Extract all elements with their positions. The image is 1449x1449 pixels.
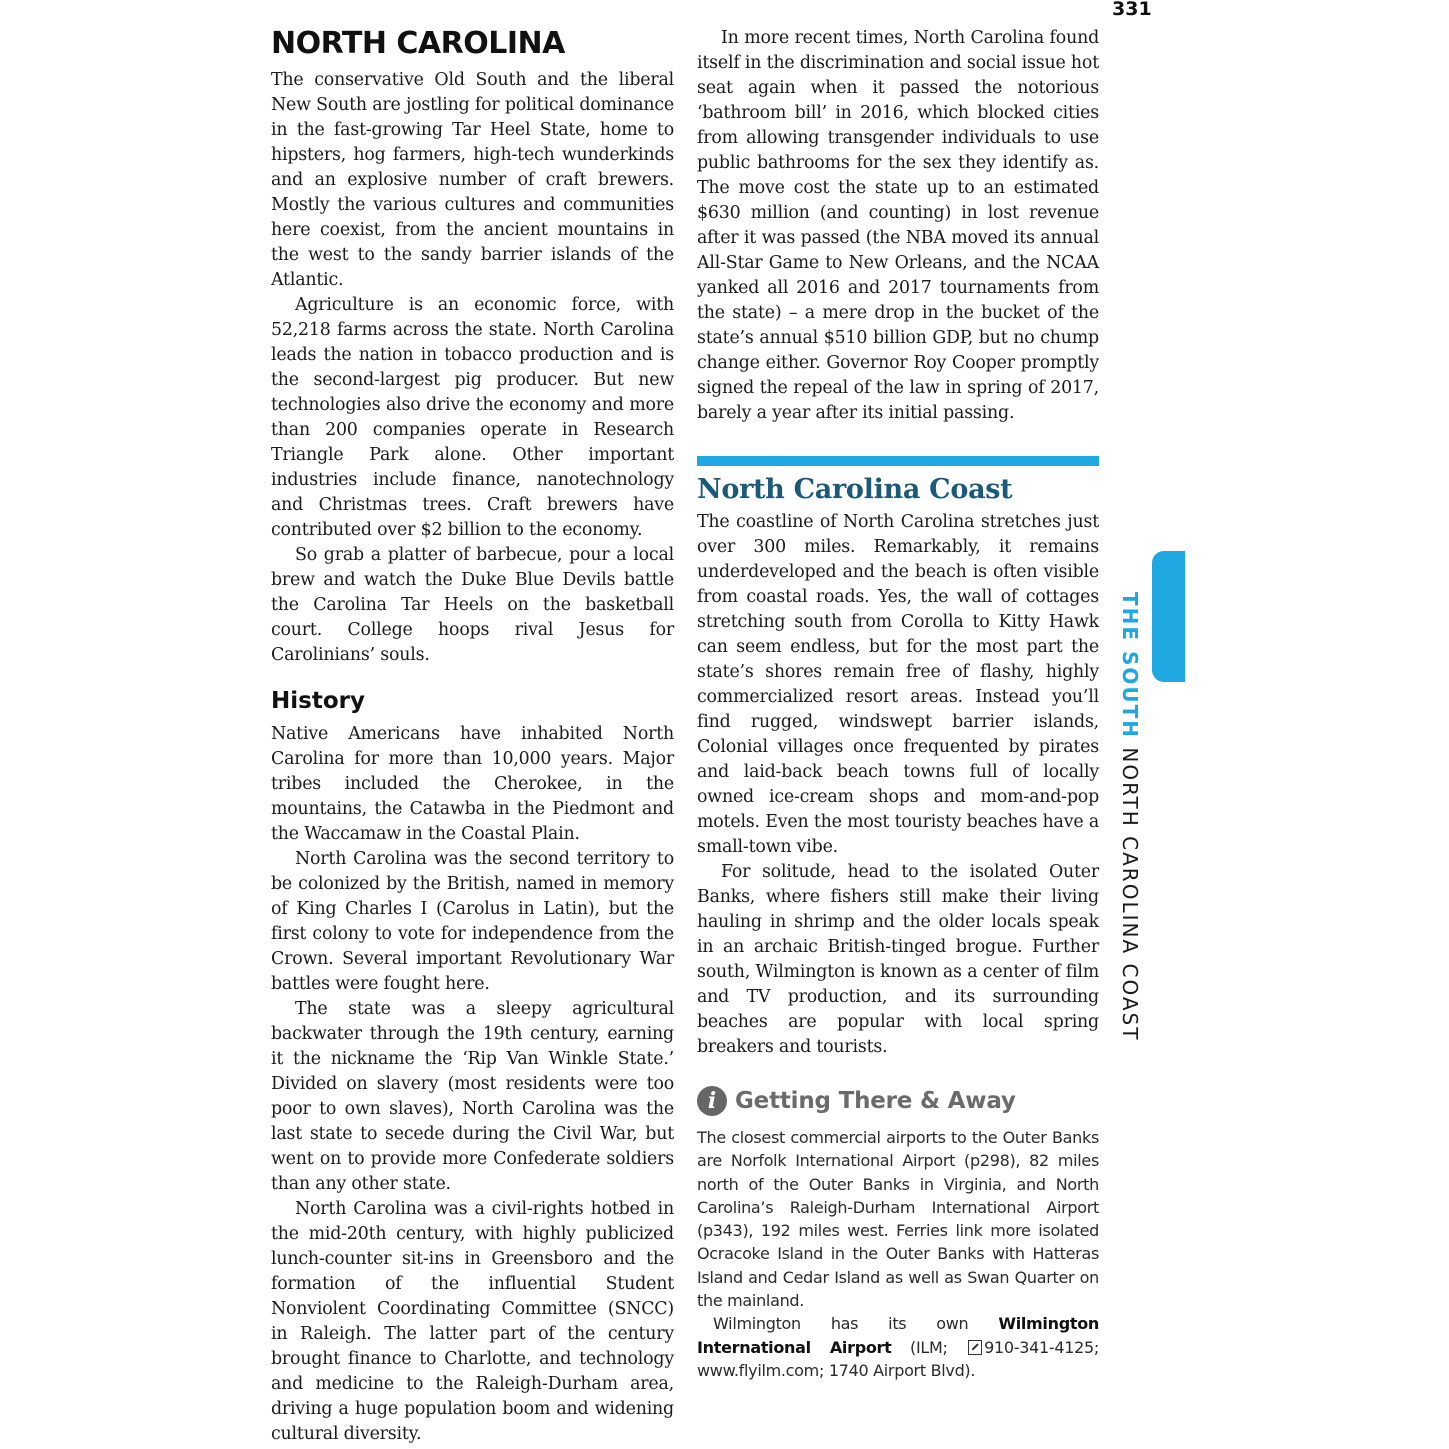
page-number: 331 (1112, 0, 1152, 20)
side-tab-marker (1152, 551, 1185, 682)
getting-there-paragraph (697, 1312, 1099, 1382)
airport-code-text: (ILM; (891, 1337, 967, 1357)
intro-paragraph: The conservative Old South and the liberal New South are jostling for political dominance in the fast-growing Tar Heel State, home to hipsters, hog farmers, high-tech wunderkinds and an explosive number of craft brewers. Mostly the various cultures and communities here coexist, from the ancient mountains in the west to the sandy barrier islands of the Atlantic. (271, 70, 674, 290)
left-column (271, 26, 674, 1447)
history-paragraph: The state was a sleepy agricultural backwater through the 19th century, earning it the nickname the ‘Rip Van Winkle State.’ Divided on slavery (most residents were too poor to own slaves), North Carolina was the last state to secede during the Civil War, but went on to provide more Confederate soldiers than any other state. (271, 999, 674, 1194)
intro-paragraph: Agriculture is an economic force, with 52,218 farms across the state. North Carolina leads the nation in tobacco production and is the second-largest pig producer. But new technologies also drive the economy and more than 200 companies operate in Research Triangle Park alone. Other important industries include finance, nanotechnology and Christmas trees. Craft brewers have contributed over $2 billion to the economy. (271, 295, 674, 540)
side-subsection-name: NORTH CAROLINA COAST (1118, 747, 1142, 1042)
history-paragraph: North Carolina was a civil-rights hotbed in the mid-20th century, with highly publicized lunch-counter sit-ins in Greensboro and the formation of the influential Student Nonviolent Coordinating Committee (SNCC) in Raleigh. The latter part of the century brought finance to Charlotte, and technology and medicine to the Raleigh-Durham area, driving a huge population boom and widening cultural diversity. (271, 1199, 674, 1444)
recent-paragraph: In more recent times, North Carolina found itself in the discrimination and social issue hot seat again when it passed the notorious ‘bathroom bill’ in 2016, which blocked cities from allowing transgender individuals to use public bathrooms for the sex they identify as. The move cost the state up to an estimated $630 million (and counting) in lost revenue after it was passed (the NBA moved its annual All-Star Game to New Orleans, and the NCAA yanked all 2016 and 2017 tournaments from the state) – a mere drop in the bucket of the state’s annual $510 billion GDP, but no chump change either. Governor Roy Cooper promptly signed the repeal of the law in spring of 2017, barely a year after its initial passing. (697, 28, 1099, 423)
getting-there-paragraph: The closest commercial airports to the Outer Banks are Norfolk International Airport (p298), 82 miles north of the Outer Banks in Virginia, and North Carolina’s Raleigh-Durham International Airport (p343), 192 miles west. Ferries link more isolated Ocracoke Island in the Outer Banks with Hatteras Island and Cedar Island as well as Swan Quarter on the mainland. (697, 1128, 1099, 1311)
phone-icon (968, 1340, 982, 1355)
section-divider (697, 456, 1099, 466)
airport-name: Wilmington International Airport (697, 1314, 1099, 1357)
airport-intro-text: Wilmington has its own (713, 1314, 999, 1334)
right-column (697, 26, 1099, 1382)
getting-there-body (697, 1126, 1099, 1382)
coast-paragraph: The coastline of North Carolina stretches just over 300 miles. Remarkably, it remains underdeveloped and the beach is often visible from coastal roads. Yes, the wall of cottages stretching south from Corolla to Kitty Hawk can seem endless, but for the most part the state’s shores remain free of flashy, highly commercialized resort areas. Instead you’ll find rugged, windswept barrier islands, Colonial villages once frequented by pirates and laid-back beach towns full of locally owned ice-cream shops and mom-and-pop motels. Even the most touristy beaches have a small-town vibe. (697, 512, 1099, 857)
airport-contact-text: 910-341-4125; www.flyilm.com; 1740 Airport Blvd). (697, 1337, 1099, 1380)
side-section-label (1112, 592, 1142, 1041)
page-title: NORTH CAROLINA (271, 26, 565, 61)
history-paragraph: North Carolina was the second territory to be colonized by the British, named in memory of King Charles I (Carolus in Latin), but the first colony to vote for independence from the Crown. Several important Revolutionary War battles were fought here. (271, 849, 674, 994)
coast-heading: North Carolina Coast (697, 474, 1013, 505)
history-paragraph: Native Americans have inhabited North Carolina for more than 10,000 years. Major tribes included the Cherokee, in the mountains, the Catawba in the Piedmont and the Waccamaw in the Coastal Plain. (271, 724, 674, 844)
getting-there-header (697, 1086, 1099, 1116)
intro-paragraph: So grab a platter of barbecue, pour a local brew and watch the Duke Blue Devils battle the Carolina Tar Heels on the basketball court. College hoops rival Jesus for Carolinians’ souls. (271, 545, 674, 665)
info-icon: i (697, 1086, 727, 1116)
side-section-name: THE SOUTH (1118, 592, 1142, 740)
getting-there-heading: Getting There & Away (735, 1088, 1016, 1114)
history-heading: History (271, 688, 365, 714)
coast-paragraph: For solitude, head to the isolated Outer Banks, where fishers still make their living hauling in shrimp and the older locals speak in an archaic British-tinged brogue. Further south, Wilmington is known as a center of film and TV production, and its surrounding beaches are popular with local spring breakers and tourists. (697, 862, 1099, 1057)
